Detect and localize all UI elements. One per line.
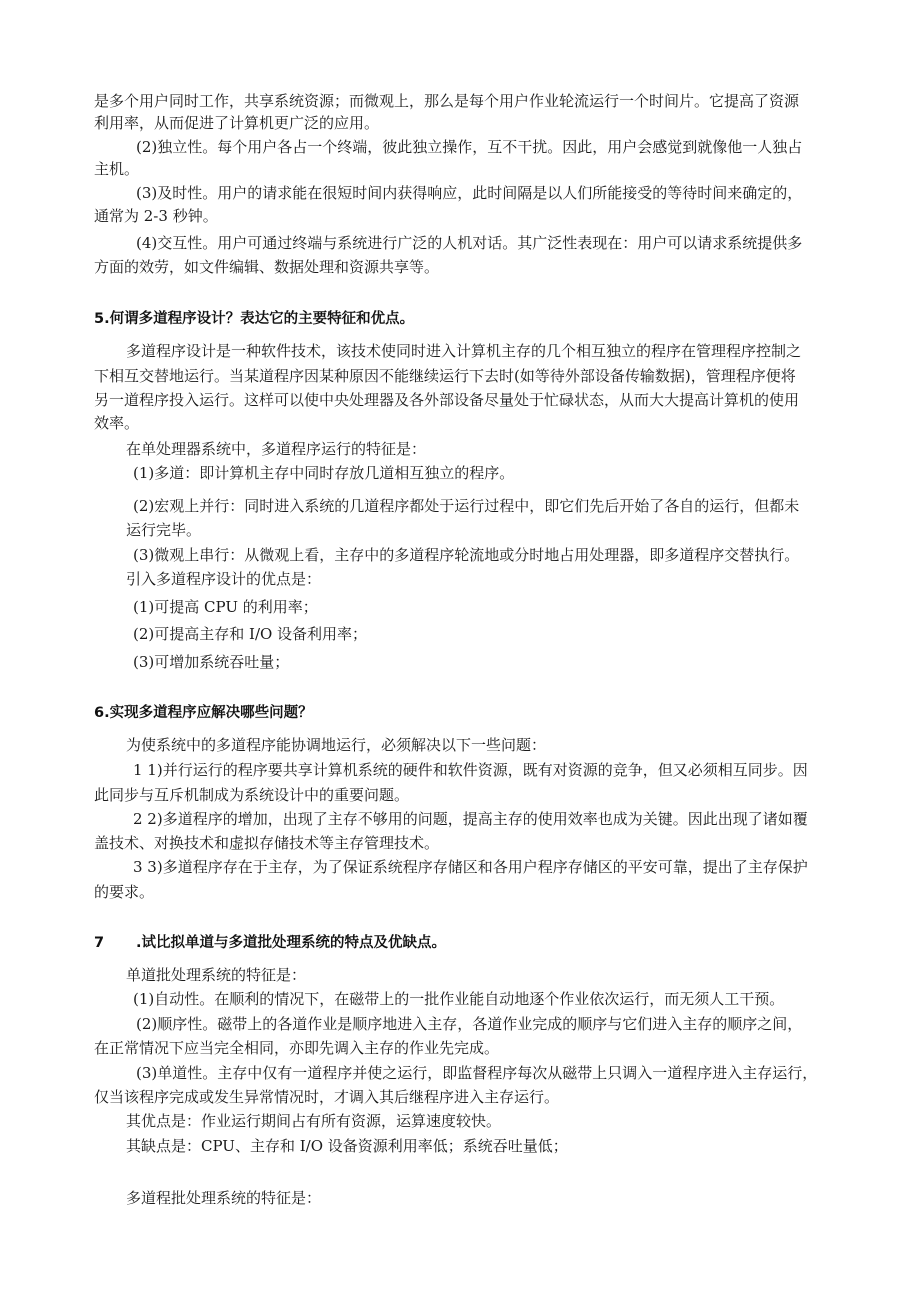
paragraph-line: 引入多道程序设计的优点是： xyxy=(126,570,322,588)
question-5-heading: 5.何谓多道程序设计？表达它的主要特征和优点。 xyxy=(94,311,415,327)
paragraph-line: 利用率，从而促进了计算机更广泛的应用。 xyxy=(94,114,380,132)
list-item: (2)顺序性。磁带上的各道作业是顺序地进入主存，各道作业完成的顺序与它们进入主存的顺序之间， xyxy=(136,1015,803,1033)
list-item: (1)多道：即计算机主存中同时存放几道相互独立的程序。 xyxy=(133,464,515,482)
feature-interactivity: (4)交互性。用户可通过终端与系统进行广泛的人机对话。其广泛性表现在：用户可以请求系统提供多 xyxy=(136,234,803,252)
paragraph-line: 此同步与互斥机制成为系统设计中的重要问题。 xyxy=(94,786,410,804)
question-7-title: .试比拟单道与多道批处理系统的特点及优缺点。 xyxy=(136,935,447,951)
question-7-heading xyxy=(94,933,446,953)
paragraph-line: 仅当该程序完成或发生异常情况时，才调入其后继程序进入主存运行。 xyxy=(94,1088,560,1106)
feature-independence: (2)独立性。每个用户各占一个终端，彼此独立操作，互不干扰。因此，用户会感觉到就像他一人独占 xyxy=(136,138,803,156)
paragraph-line: 是多个用户同时工作，共享系统资源；而微观上，那么是每个用户作业轮流运行一个时间片。它提高了资源 xyxy=(94,92,800,110)
paragraph-line: 的要求。 xyxy=(94,883,155,901)
list-item: (2)宏观上并行：同时进入系统的几道程序都处于运行过程中，即它们先后开始了各自的运行，但都未 xyxy=(133,497,800,515)
paragraph-line: 盖技术、对换技术和虚拟存储技术等主存管理技术。 xyxy=(94,834,440,852)
list-item: 3 3)多道程序存在于主存，为了保证系统程序存储区和各用户程序存储区的平安可靠，提出了主存保护 xyxy=(133,858,808,876)
paragraph-line: 多道程序设计是一种软件技术，该技术使同时进入计算机主存的几个相互独立的程序在管理程序控制之 xyxy=(126,342,802,360)
list-item: (1)可提高 CPU 的利用率； xyxy=(133,598,318,616)
list-item: (3)微观上串行：从微观上看，主存中的多道程序轮流地或分时地占用处理器，即多道程序交替执行。 xyxy=(133,546,800,564)
list-item: (2)可提高主存和 I/O 设备利用率； xyxy=(133,625,368,643)
list-item: (3)可增加系统吞吐量； xyxy=(133,653,290,671)
paragraph-line: 下相互交替地运行。当某道程序因某种原因不能继续运行下去时(如等待外部设备传输数据)，管理程序便将 xyxy=(94,367,796,385)
question-7-number: 7 xyxy=(94,935,105,951)
feature-timeliness: (3)及时性。用户的请求能在很短时间内获得响应，此时间隔是以人们所能接受的等待时间来确定的， xyxy=(136,184,803,202)
paragraph-line: 为使系统中的多道程序能协调地运行，必须解决以下一些问题： xyxy=(126,736,547,754)
paragraph-line: 主机。 xyxy=(94,160,140,178)
question-6-heading: 6.实现多道程序应解决哪些问题？ xyxy=(94,705,313,721)
paragraph-line: 单道批处理系统的特征是： xyxy=(126,966,307,984)
list-item: (1)自动性。在顺利的情况下，在磁带上的一批作业能自动地逐个作业依次运行，而无须人工干预。 xyxy=(133,990,785,1008)
list-item: (3)单道性。主存中仅有一道程序并使之运行，即监督程序每次从磁带上只调入一道程序进入主存运行， xyxy=(136,1064,818,1082)
paragraph-line: 多道程批处理系统的特征是： xyxy=(126,1189,322,1207)
paragraph-line: 在单处理器系统中，多道程序运行的特征是： xyxy=(126,440,427,458)
paragraph-line: 方面的效劳，如文件编辑、数据处理和资源共享等。 xyxy=(94,258,440,276)
paragraph-line: 另一道程序投入运行。这样可以使中央处理器及各外部设备尽量处于忙碌状态，从而大大提高计算机的使用 xyxy=(94,391,800,409)
cons-line: 其缺点是：CPU、主存和 I/O 设备资源利用率低；系统吞吐量低； xyxy=(126,1137,568,1155)
paragraph-line: 在正常情况下应当完全相同，亦即先调入主存的作业先完成。 xyxy=(94,1039,500,1057)
list-item: 1 1)并行运行的程序要共享计算机系统的硬件和软件资源，既有对资源的竞争，但又必须相互同步。因 xyxy=(133,761,808,779)
list-item: 2 2)多道程序的增加，出现了主存不够用的问题，提高主存的使用效率也成为关键。因此出现了诸如覆 xyxy=(133,810,808,828)
paragraph-line: 运行完毕。 xyxy=(126,521,202,539)
paragraph-line: 效率。 xyxy=(94,414,140,432)
pros-line: 其优点是：作业运行期间占有所有资源，运算速度较快。 xyxy=(126,1112,502,1130)
paragraph-line: 通常为 2-3 秒钟。 xyxy=(94,207,218,225)
